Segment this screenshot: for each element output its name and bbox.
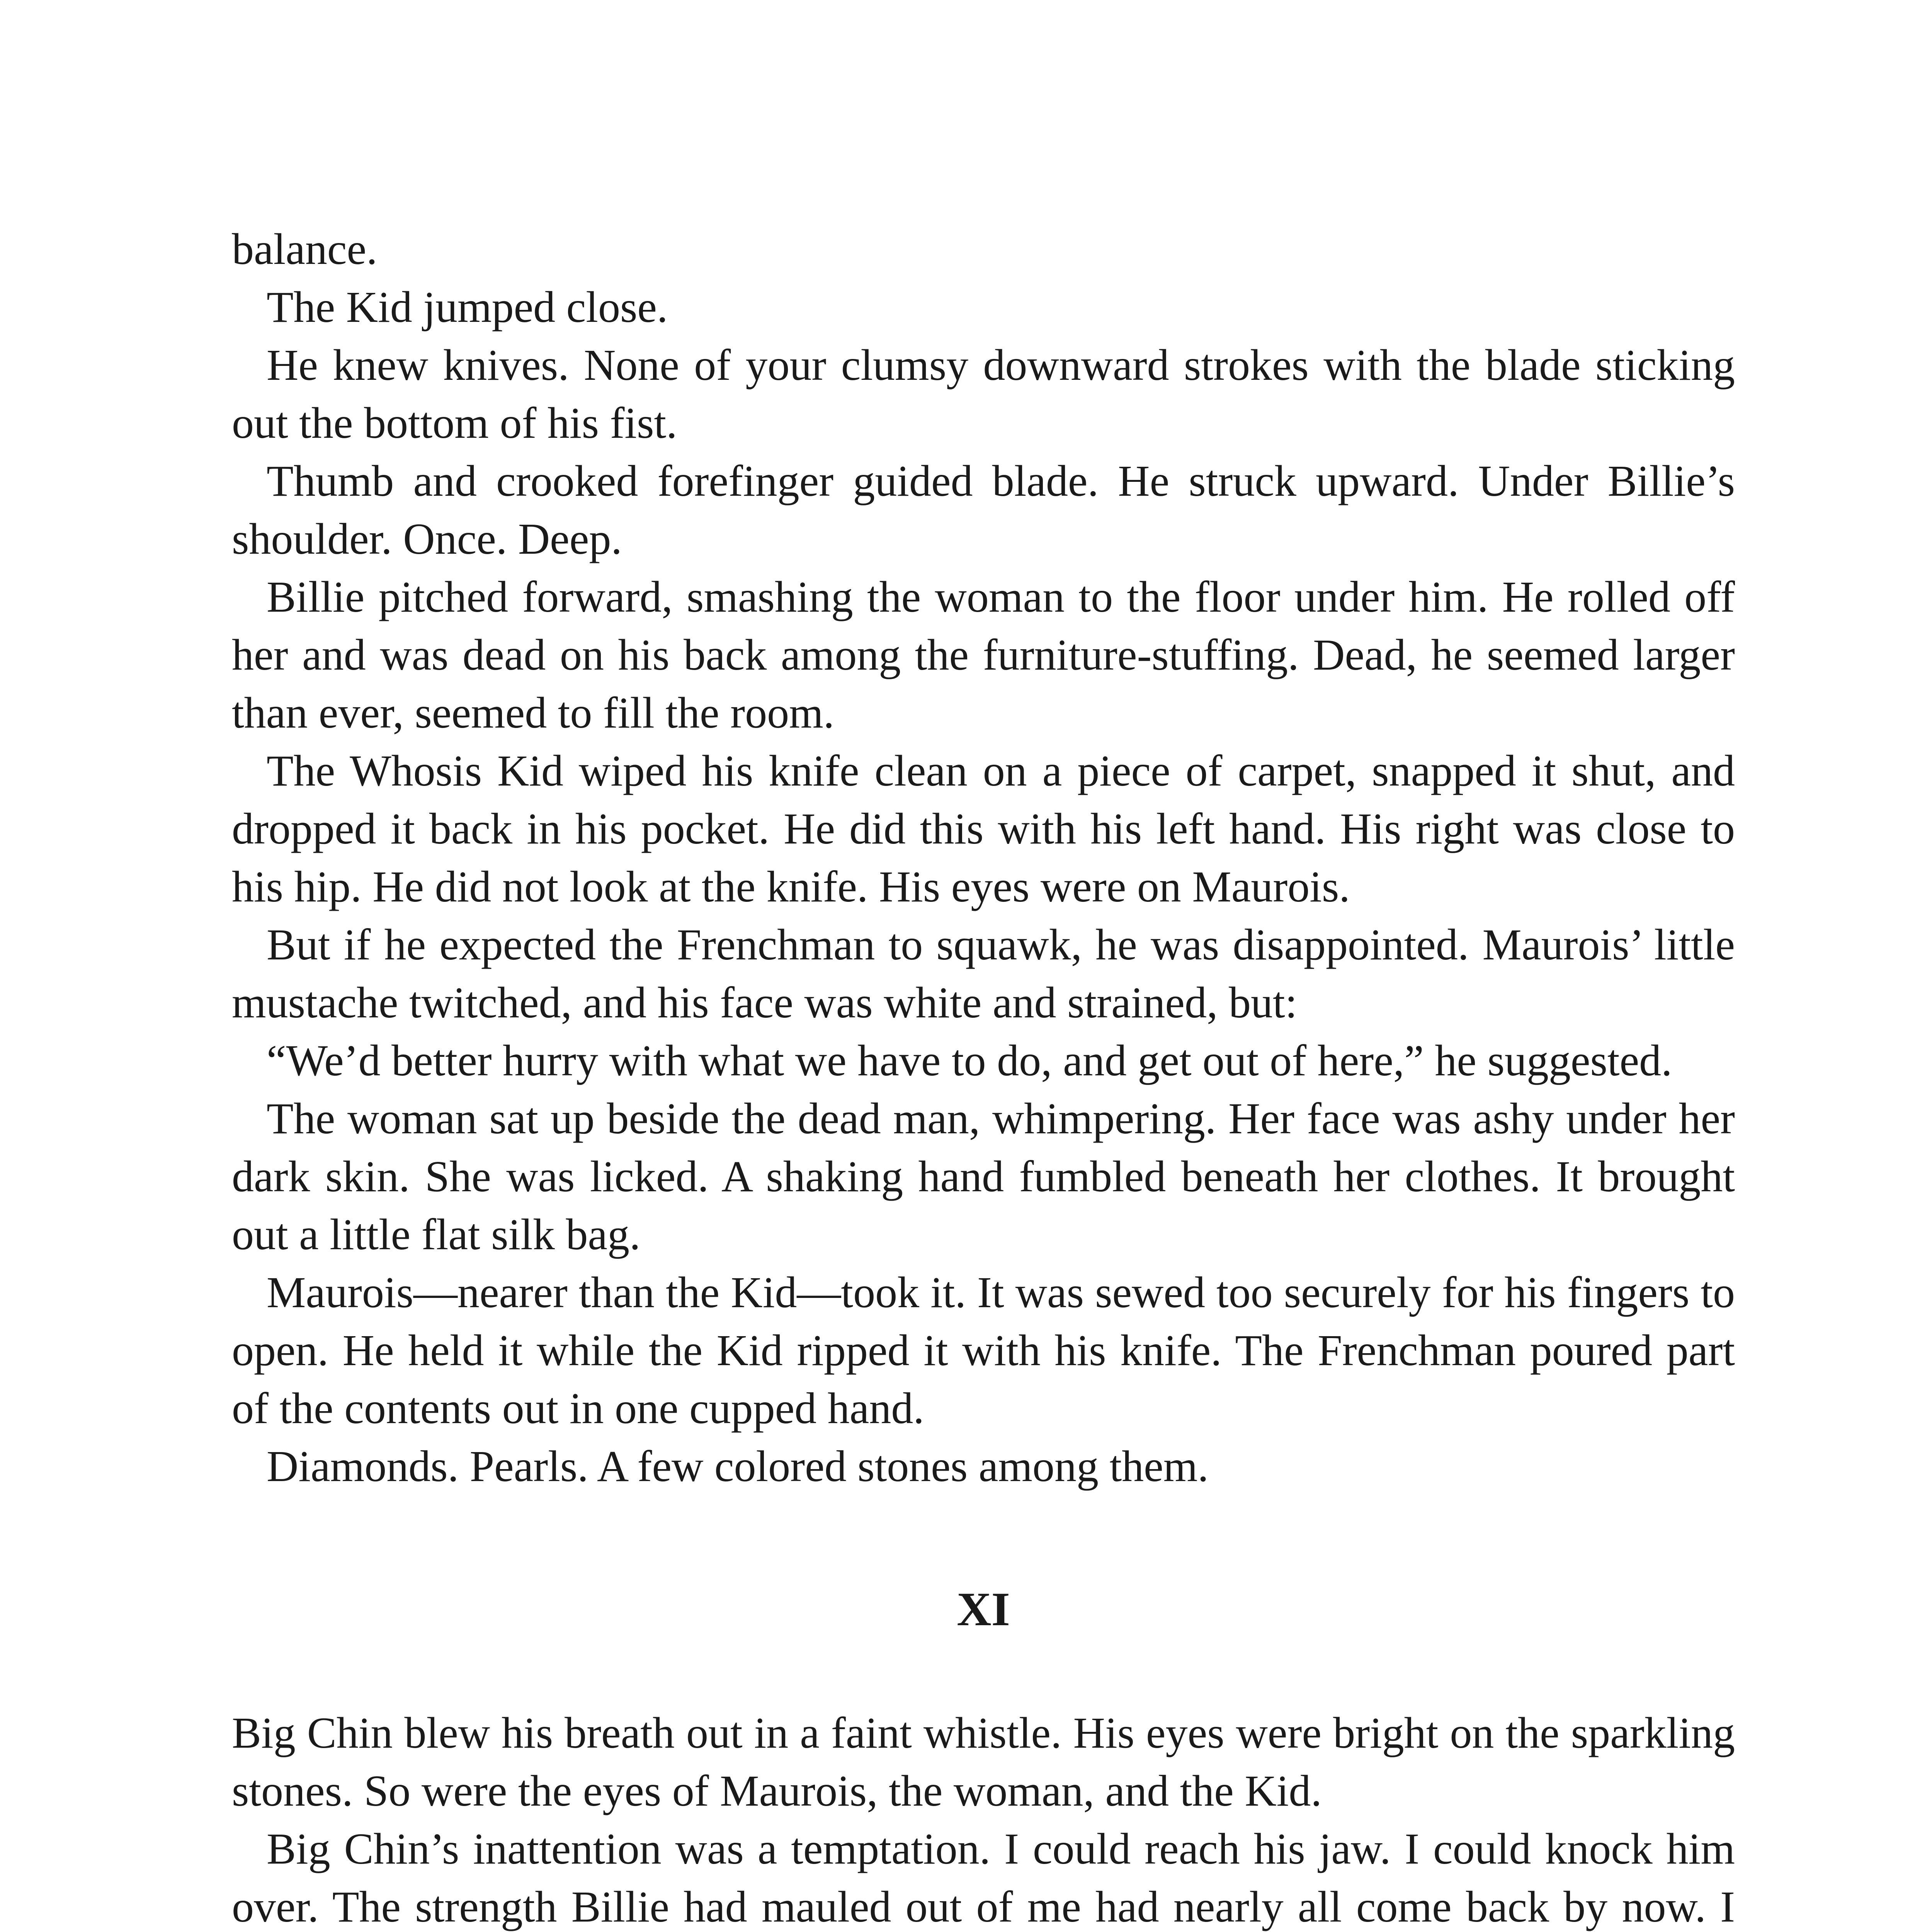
chapter-heading: XI bbox=[957, 1583, 1010, 1636]
paragraph: But if he expected the Frenchman to squawk, he was disappointed. Maurois’ little mustache twitched, and his face was white and strained, but: bbox=[232, 920, 1735, 1027]
page-text bbox=[232, 220, 1735, 1932]
paragraph: The woman sat up beside the dead man, whimpering. Her face was ashy under her dark skin. She was licked. A shaking hand fumbled beneath her clothes. It brought out a little flat silk bag. bbox=[232, 1094, 1735, 1259]
paragraph: Billie pitched forward, smashing the woman to the floor under him. He rolled off her and was dead on his back among the furniture-stuffing. Dead, he seemed larger than ever, seemed to fill the room. bbox=[232, 572, 1735, 737]
paragraph: “We’d better hurry with what we have to do, and get out of here,” he suggested. bbox=[267, 1036, 1672, 1085]
paragraph: Thumb and crooked forefinger guided blade. He struck upward. Under Billie’s shoulder. Once. Deep. bbox=[232, 456, 1735, 563]
paragraph: Diamonds. Pearls. A few colored stones among them. bbox=[267, 1442, 1209, 1491]
paragraph: The Kid jumped close. bbox=[267, 282, 668, 332]
paragraph: He knew knives. None of your clumsy downward strokes with the blade sticking out the bottom of his fist. bbox=[232, 340, 1735, 447]
paragraph: balance. bbox=[232, 224, 378, 274]
paragraph: The Whosis Kid wiped his knife clean on a piece of carpet, snapped it shut, and dropped it back in his pocket. He did this with his left hand. His right was close to his hip. He did not look at the knife. His eyes were on Maurois. bbox=[232, 746, 1735, 911]
paragraph: Big Chin’s inattention was a temptation. I could reach his jaw. I could knock him over. The strength Billie had mauled out of me had nearly all come back by now. I bbox=[232, 1824, 1735, 1931]
paragraph: Big Chin blew his breath out in a faint whistle. His eyes were bright on the sparkling stones. So were the eyes of Maurois, the woman, and the Kid. bbox=[232, 1708, 1735, 1815]
paragraph: Maurois—nearer than the Kid—took it. It was sewed too securely for his fingers to open. He held it while the Kid ripped it with his knife. The Frenchman poured part of the contents out in one cupped hand. bbox=[232, 1268, 1735, 1433]
